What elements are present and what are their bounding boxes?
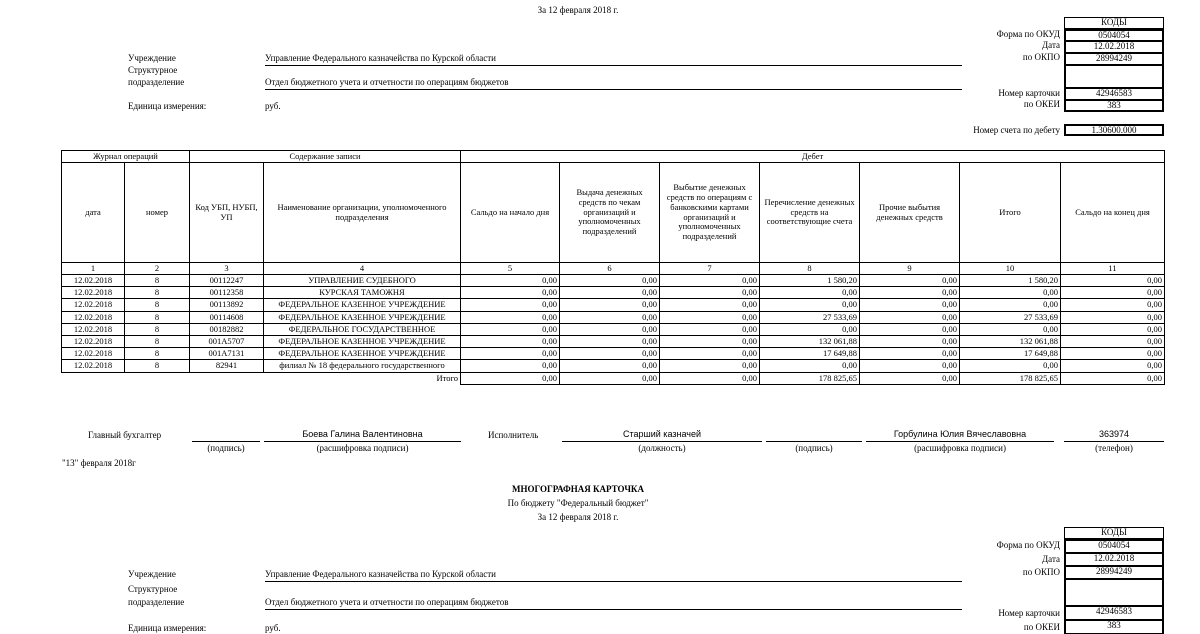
cell-cards: 0,00 [660, 311, 760, 323]
card2-structural-value: Отдел бюджетного учета и отчетности по операциям бюджетов [265, 598, 962, 610]
cell-other: 0,00 [860, 299, 960, 311]
totals-cell: 0,00 [660, 372, 760, 384]
unit-label: Единица измерения: [128, 101, 207, 111]
cell-cheques: 0,00 [560, 360, 660, 372]
table-row [62, 299, 1165, 311]
cell-number: 8 [125, 299, 190, 311]
executor-phone: 363974 [1064, 430, 1164, 442]
institution-value: Управление Федерального казначейства по Курской области [265, 54, 962, 66]
column-number: 3 [190, 263, 264, 275]
structural-label-line2: подразделение [128, 77, 185, 87]
caption-signature-1: (подпись) [207, 443, 245, 453]
cell-date: 12.02.2018 [62, 335, 125, 347]
cell-cards: 0,00 [660, 335, 760, 347]
card-date-line: За 12 февраля 2018 г. [537, 5, 619, 15]
cell-org: ФЕДЕРАЛЬНОЕ КАЗЕННОЕ УЧРЕЖДЕНИЕ [264, 335, 461, 347]
cell-opening: 0,00 [461, 323, 560, 335]
cell-cards: 0,00 [660, 299, 760, 311]
okei-label: по ОКЕИ [1023, 99, 1060, 109]
cell-opening: 0,00 [461, 275, 560, 287]
cell-cards: 0,00 [660, 287, 760, 299]
executor-position: Старший казначей [562, 430, 762, 442]
card2-date-label: Дата [1042, 554, 1060, 564]
cell-code: 00114608 [190, 311, 264, 323]
card2-institution-value: Управление Федерального казначейства по Курской области [265, 570, 962, 582]
cell-closing: 0,00 [1061, 335, 1165, 347]
column-number: 1 [62, 263, 125, 275]
col-cards: Выбытие денежных средств по операциям с банковскими картами организаций и уполномоченных подразделений [660, 163, 760, 263]
column-number-row [62, 263, 1165, 275]
cell-transfer: 0,00 [760, 360, 860, 372]
table-row [62, 275, 1165, 287]
totals-cell: 0,00 [461, 372, 560, 384]
cell-org: ФЕДЕРАЛЬНОЕ КАЗЕННОЕ УЧРЕЖДЕНИЕ [264, 348, 461, 360]
table-row [62, 335, 1165, 347]
cell-org: КУРСКАЯ ТАМОЖНЯ [264, 287, 461, 299]
ledger-table [61, 150, 1165, 385]
cell-date: 12.02.2018 [62, 299, 125, 311]
account-value: 1.30600.000 [1064, 124, 1164, 136]
cell-closing: 0,00 [1061, 275, 1165, 287]
cell-transfer: 0,00 [760, 287, 860, 299]
cell-code: 00112247 [190, 275, 264, 287]
card-number-label: Номер карточки [998, 88, 1060, 98]
cell-other: 0,00 [860, 348, 960, 360]
totals-row [62, 372, 1165, 384]
group-debit: Дебет [461, 151, 1165, 163]
card2-unit-label: Единица измерения: [128, 623, 207, 633]
account-label: Номер счета по дебету [973, 125, 1060, 135]
column-number: 8 [760, 263, 860, 275]
card2-okpo-value: 28994249 [1064, 566, 1164, 579]
cell-total: 0,00 [960, 287, 1061, 299]
cell-cheques: 0,00 [560, 335, 660, 347]
cell-cheques: 0,00 [560, 348, 660, 360]
cell-code: 001A7131 [190, 348, 264, 360]
col-date: дата [62, 163, 125, 263]
column-number: 2 [125, 263, 190, 275]
executor-name: Горбулина Юлия Вячеславовна [866, 430, 1054, 442]
card2-budget-line: По бюджету "Федеральный бюджет" [507, 498, 649, 508]
cell-opening: 0,00 [461, 335, 560, 347]
totals-cell: 0,00 [860, 372, 960, 384]
code-blank-cell [1064, 65, 1164, 88]
column-number: 7 [660, 263, 760, 275]
cell-number: 8 [125, 323, 190, 335]
cell-opening: 0,00 [461, 360, 560, 372]
card2-okei-value: 383 [1064, 620, 1164, 634]
col-cheques: Выдача денежных средств по чекам организаций и уполномоченных подразделений [560, 163, 660, 263]
cell-closing: 0,00 [1061, 287, 1165, 299]
cell-other: 0,00 [860, 323, 960, 335]
totals-cell: 0,00 [560, 372, 660, 384]
card2-date-value: 12.02.2018 [1064, 553, 1164, 566]
cell-org: ФЕДЕРАЛЬНОЕ ГОСУДАРСТВЕННОЕ [264, 323, 461, 335]
cell-opening: 0,00 [461, 348, 560, 360]
caption-decoding-2: (расшифровка подписи) [914, 443, 1006, 453]
cell-opening: 0,00 [461, 311, 560, 323]
cell-total: 0,00 [960, 323, 1061, 335]
totals-label: Итого [436, 372, 459, 383]
column-number: 6 [560, 263, 660, 275]
institution-label: Учреждение [128, 53, 176, 63]
executor-signature-line [766, 431, 862, 442]
column-number: 9 [860, 263, 960, 275]
chief-signature-line [192, 431, 260, 442]
card-number-value: 42946583 [1064, 88, 1164, 100]
column-number: 11 [1061, 263, 1165, 275]
cell-code: 00112358 [190, 287, 264, 299]
card2-structural-label-line1: Структурное [128, 584, 178, 594]
totals-cell: 178 825,65 [760, 372, 860, 384]
cell-code: 001A5707 [190, 335, 264, 347]
cell-total: 132 061,88 [960, 335, 1061, 347]
card2-okpo-label: по ОКПО [1022, 567, 1060, 577]
cell-closing: 0,00 [1061, 311, 1165, 323]
cell-total: 0,00 [960, 360, 1061, 372]
col-total: Итого [960, 163, 1061, 263]
codes-header: КОДЫ [1064, 17, 1164, 29]
cell-code: 82941 [190, 360, 264, 372]
col-number: номер [125, 163, 190, 263]
cell-date: 12.02.2018 [62, 275, 125, 287]
cell-number: 8 [125, 275, 190, 287]
card2-card-number-value: 42946583 [1064, 606, 1164, 620]
col-closing: Сальдо на конец дня [1061, 163, 1165, 263]
cell-cheques: 0,00 [560, 287, 660, 299]
card2-okud-label: Форма по ОКУД [996, 540, 1060, 550]
cell-date: 12.02.2018 [62, 360, 125, 372]
cell-org: ФЕДЕРАЛЬНОЕ КАЗЕННОЕ УЧРЕЖДЕНИЕ [264, 299, 461, 311]
cell-date: 12.02.2018 [62, 311, 125, 323]
cell-code: 00113892 [190, 299, 264, 311]
card2-title: МНОГОГРАФНАЯ КАРТОЧКА [512, 484, 644, 494]
cell-date: 12.02.2018 [62, 287, 125, 299]
cell-total: 1 580,20 [960, 275, 1061, 287]
card2-okei-label: по ОКЕИ [1023, 622, 1060, 632]
card2-codes-header: КОДЫ [1064, 527, 1164, 539]
cell-cheques: 0,00 [560, 275, 660, 287]
cell-cards: 0,00 [660, 360, 760, 372]
cell-cards: 0,00 [660, 323, 760, 335]
date-label: Дата [1042, 40, 1060, 50]
group-journal: Журнал операций [62, 151, 190, 163]
cell-transfer: 132 061,88 [760, 335, 860, 347]
cell-closing: 0,00 [1061, 299, 1165, 311]
cell-cards: 0,00 [660, 348, 760, 360]
okpo-label: по ОКПО [1022, 52, 1060, 62]
column-number: 10 [960, 263, 1061, 275]
cell-total: 17 649,88 [960, 348, 1061, 360]
cell-transfer: 27 533,69 [760, 311, 860, 323]
caption-decoding-1: (расшифровка подписи) [316, 443, 409, 453]
cell-closing: 0,00 [1061, 323, 1165, 335]
card-title-partial [478, 0, 678, 2]
table-row [62, 323, 1165, 335]
caption-position: (должность) [638, 443, 686, 453]
okud-value: 0504054 [1064, 29, 1164, 41]
structural-value: Отдел бюджетного учета и отчетности по операциям бюджетов [265, 78, 962, 90]
cell-cards: 0,00 [660, 275, 760, 287]
totals-cell: 178 825,65 [960, 372, 1061, 384]
cell-org: ФЕДЕРАЛЬНОЕ КАЗЕННОЕ УЧРЕЖДЕНИЕ [264, 311, 461, 323]
chief-accountant-name: Боева Галина Валентиновна [264, 430, 461, 442]
card2-card-number-label: Номер карточки [998, 608, 1060, 618]
cell-opening: 0,00 [461, 299, 560, 311]
cell-other: 0,00 [860, 335, 960, 347]
cell-cheques: 0,00 [560, 311, 660, 323]
cell-number: 8 [125, 348, 190, 360]
unit-value: руб. [265, 101, 281, 111]
cell-transfer: 0,00 [760, 323, 860, 335]
sign-date: "13" февраля 2018г [62, 458, 136, 468]
col-transfer: Перечисление денежных средств на соответствующие счета [760, 163, 860, 263]
card2-unit-value: руб. [265, 623, 281, 633]
cell-other: 0,00 [860, 287, 960, 299]
card2-institution-label: Учреждение [128, 569, 176, 579]
cell-transfer: 17 649,88 [760, 348, 860, 360]
cell-date: 12.02.2018 [62, 323, 125, 335]
cell-other: 0,00 [860, 275, 960, 287]
cell-other: 0,00 [860, 360, 960, 372]
cell-code: 00182882 [190, 323, 264, 335]
table-row [62, 348, 1165, 360]
cell-closing: 0,00 [1061, 348, 1165, 360]
cell-cheques: 0,00 [560, 323, 660, 335]
table-row [62, 311, 1165, 323]
date-value: 12.02.2018 [1064, 41, 1164, 53]
cell-number: 8 [125, 335, 190, 347]
cell-number: 8 [125, 311, 190, 323]
cell-cheques: 0,00 [560, 299, 660, 311]
cell-opening: 0,00 [461, 287, 560, 299]
cell-closing: 0,00 [1061, 360, 1165, 372]
chief-accountant-label: Главный бухгалтер [88, 430, 162, 440]
cell-transfer: 0,00 [760, 299, 860, 311]
caption-signature-2: (подпись) [795, 443, 833, 453]
caption-phone: (телефон) [1095, 443, 1133, 453]
card2-okud-value: 0504054 [1064, 539, 1164, 553]
card2-structural-label-line2: подразделение [128, 597, 185, 607]
cell-total: 0,00 [960, 299, 1061, 311]
table-row [62, 287, 1165, 299]
column-number: 4 [264, 263, 461, 275]
okud-label: Форма по ОКУД [996, 29, 1060, 39]
column-number: 5 [461, 263, 560, 275]
cell-transfer: 1 580,20 [760, 275, 860, 287]
cell-org: филиал № 18 федерального государственного [264, 360, 461, 372]
executor-label: Исполнитель [488, 430, 539, 440]
structural-label-line1: Структурное [128, 65, 178, 75]
cell-number: 8 [125, 360, 190, 372]
cell-total: 27 533,69 [960, 311, 1061, 323]
group-content: Содержание записи [190, 151, 461, 163]
card2-date-line: За 12 февраля 2018 г. [537, 512, 619, 522]
col-other: Прочие выбытия денежных средств [860, 163, 960, 263]
cell-other: 0,00 [860, 311, 960, 323]
col-code: Код УБП, НУБП, УП [190, 163, 264, 263]
col-opening: Сальдо на начало дня [461, 163, 560, 263]
cell-org: УПРАВЛЕНИЕ СУДЕБНОГО [264, 275, 461, 287]
cell-number: 8 [125, 287, 190, 299]
cell-date: 12.02.2018 [62, 348, 125, 360]
okpo-value: 28994249 [1064, 53, 1164, 65]
totals-cell: 0,00 [1061, 372, 1165, 384]
table-row [62, 360, 1165, 372]
card2-code-blank-cell [1064, 579, 1164, 606]
okei-value: 383 [1064, 100, 1164, 112]
col-org: Наименование организации, уполномоченного подразделения [264, 163, 461, 263]
